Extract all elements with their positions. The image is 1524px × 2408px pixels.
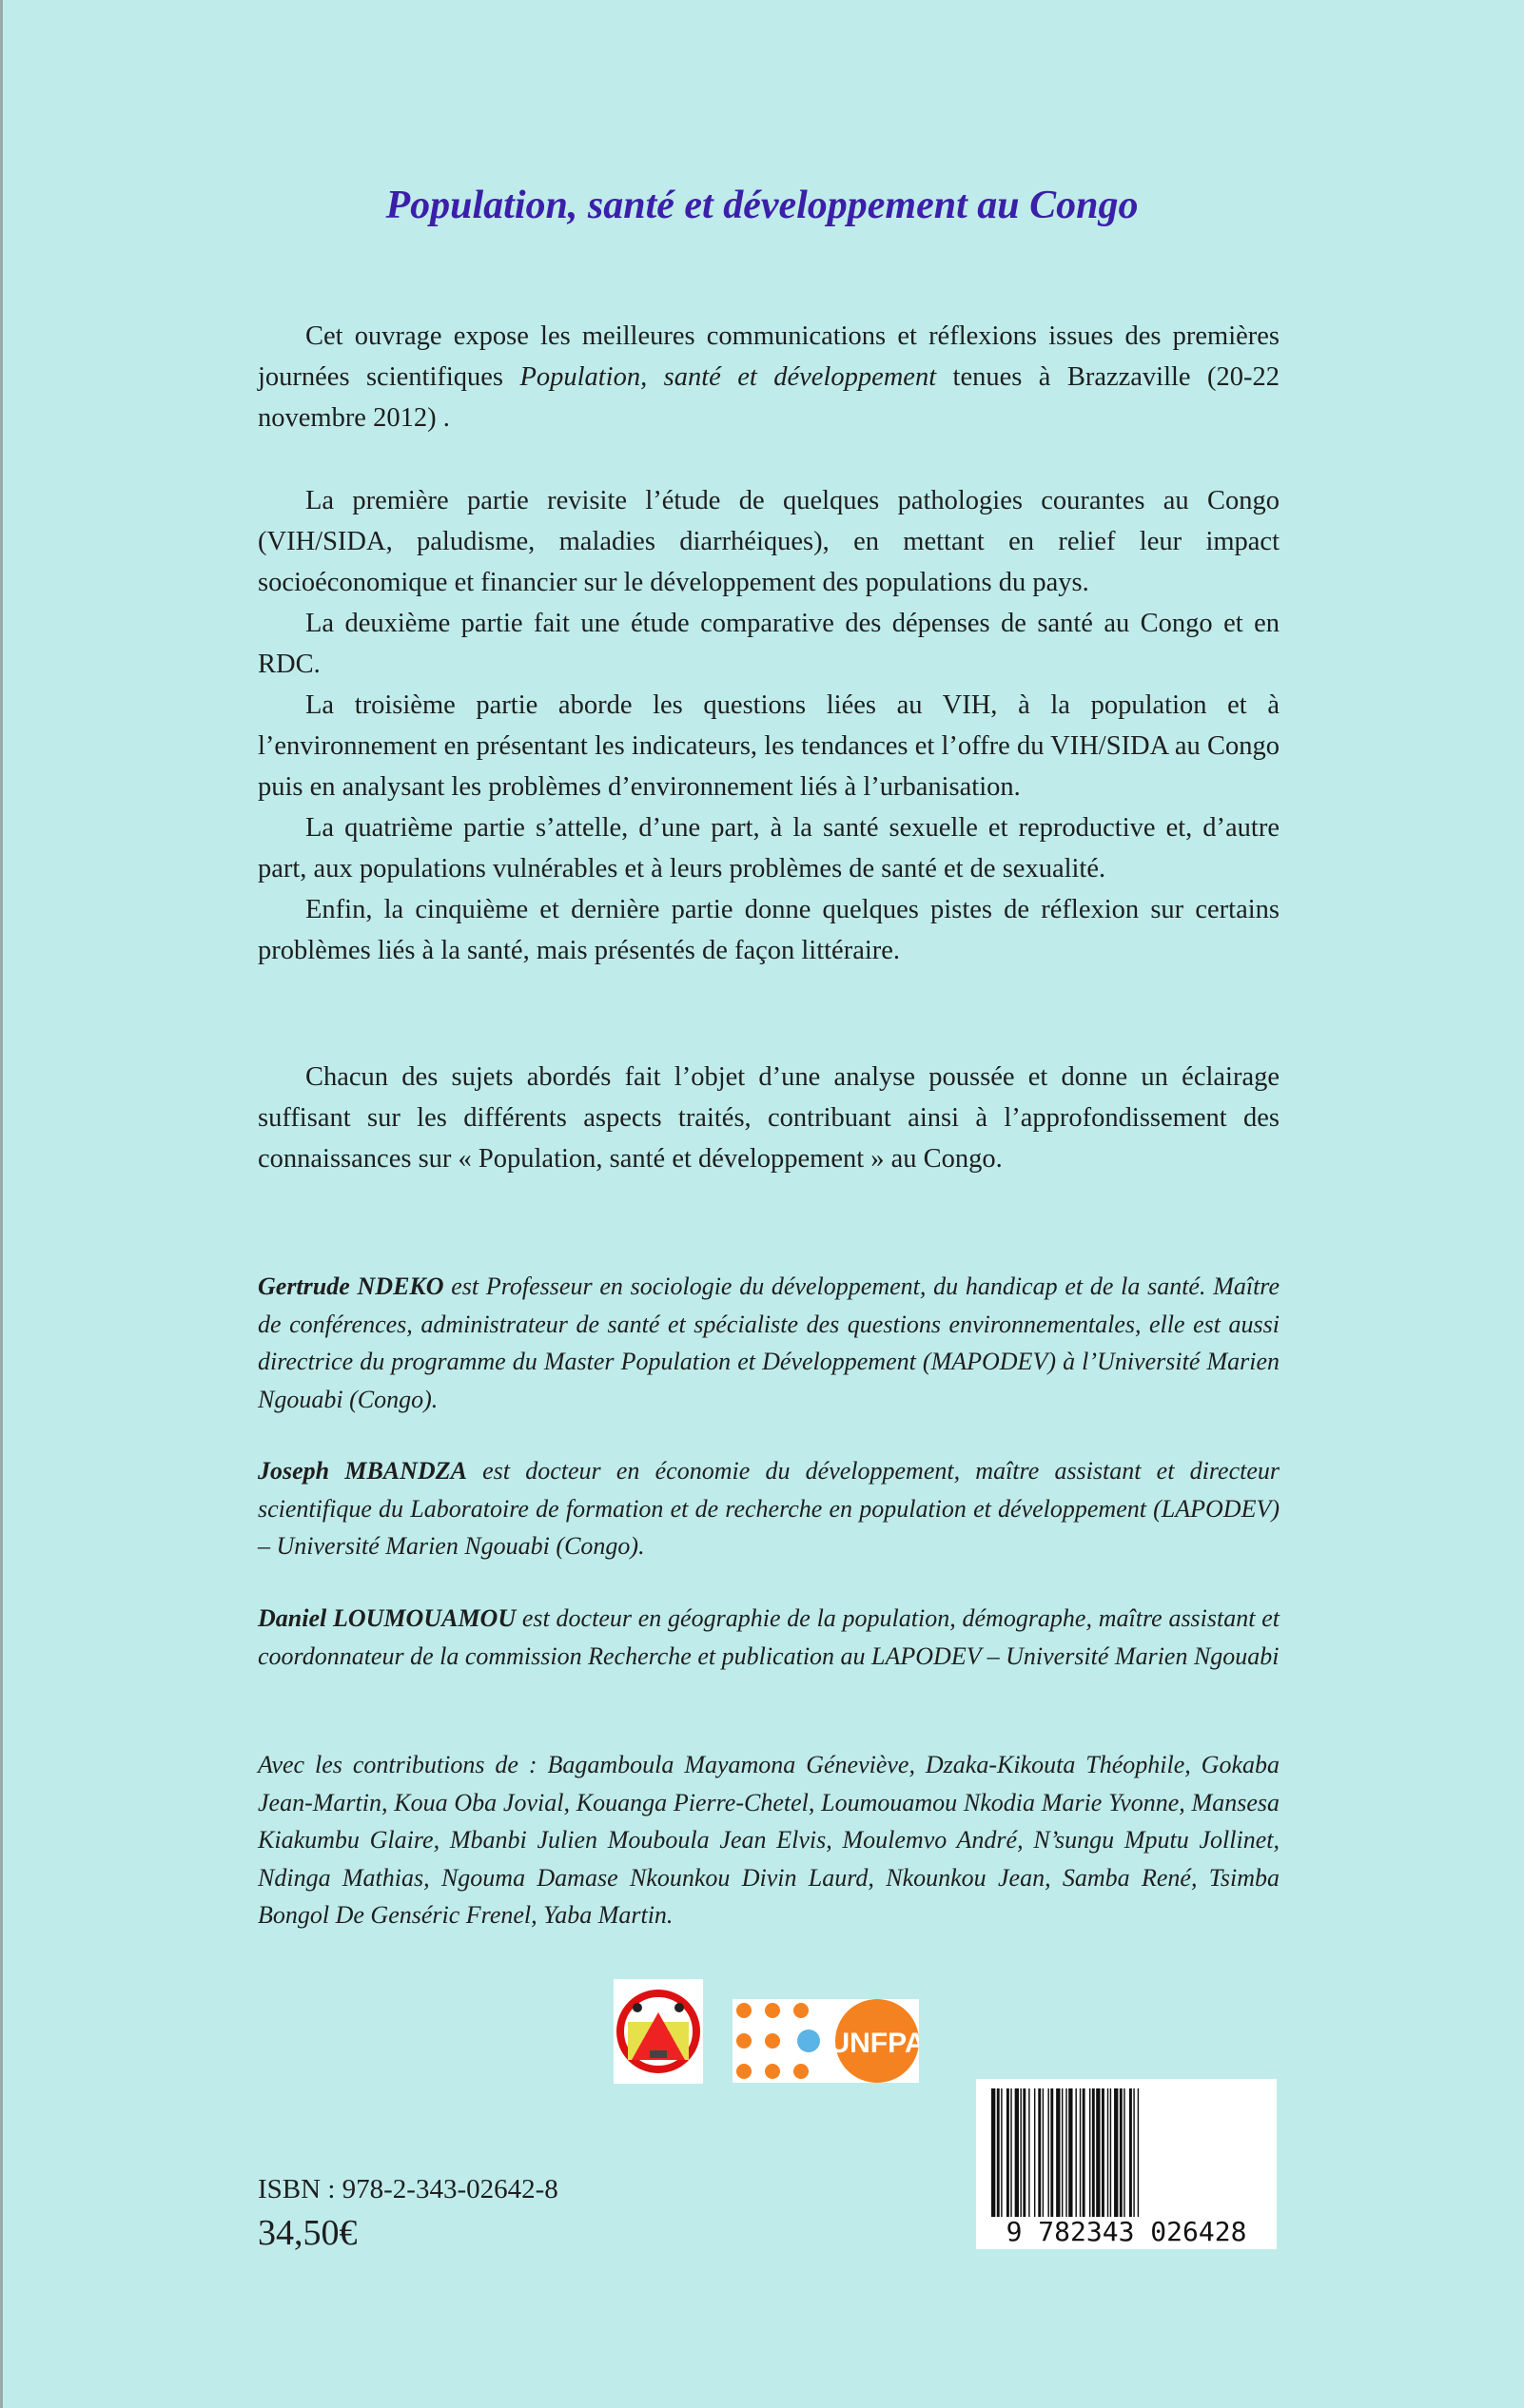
barcode [976, 2079, 1277, 2249]
author-name: Joseph MBANDZA [258, 1457, 467, 1485]
part-4: La quatrième partie s’attelle, d’une part, à la santé sexuelle et reproductive et, d’autre part, aux populations vulnérables et à leurs problèmes de santé et de sexualité. [258, 813, 1280, 884]
barcode-bar [1120, 2088, 1123, 2217]
barcode-digits: 9 782343 026428 [1006, 2216, 1247, 2247]
intro-text: Cet ouvrage expose les meilleures communications et réflexions issues des premières journées scientifiques [258, 321, 1280, 392]
isbn: ISBN : 978-2-343-02642-8 [258, 2174, 558, 2204]
author-description: est docteur en géographie de la population, démographe, maître assistant et coordonnateur de la commission Recherche et publication au LAPODEV – Université Marien Ngouabi [258, 1604, 1280, 1670]
university-seal-logo [614, 1979, 703, 2084]
author-bio [258, 1600, 1280, 1675]
barcode-bar [1015, 2088, 1019, 2217]
barcode-bar [1129, 2088, 1132, 2217]
barcode-bar [1123, 2088, 1124, 2217]
barcode-bar [1020, 2088, 1021, 2217]
barcode-bar [1047, 2088, 1048, 2217]
barcode-bar [1023, 2088, 1026, 2217]
barcode-bar [1034, 2088, 1035, 2217]
barcode-bar [1056, 2088, 1060, 2217]
barcode-bar [1043, 2088, 1044, 2217]
intro-text-end: tenues à Brazzaville (20-22 novembre 2012) . [258, 362, 1280, 433]
barcode-bar [1028, 2088, 1029, 2217]
part-3: La troisième partie aborde les questions liées au VIH, à la population et à l’environnement en présentant les indicateurs, les tendances et l’offre du VIH/SIDA au Congo puis en analysant les problèmes d’environnement liés à l’urbanisation. [258, 690, 1280, 802]
barcode-bar [1050, 2088, 1053, 2217]
barcode-bar [1006, 2088, 1009, 2217]
barcode-bar [1038, 2088, 1041, 2217]
intro-paragraph [258, 316, 1280, 438]
barcode-bar [1138, 2088, 1139, 2217]
barcode-bar [1068, 2088, 1072, 2217]
author-bio [258, 1268, 1280, 1418]
barcode-bar [1010, 2088, 1011, 2217]
barcode-bar [1075, 2088, 1076, 2217]
barcode-bar [1096, 2088, 1100, 2217]
conclusion-paragraph [258, 1057, 1280, 1179]
barcode-bar [991, 2088, 995, 2217]
barcode-bar [1114, 2088, 1118, 2217]
barcode-bar [1080, 2088, 1081, 2217]
barcode-bar [1102, 2088, 1104, 2217]
part-5: Enfin, la cinquième et dernière partie donne quelques pistes de réflexion sur certains problèmes liés à la santé, mais présentés de façon littéraire. [258, 895, 1280, 965]
author-description: est Professeur en sociologie du développement, du handicap et de la santé. Maître de conférences, administrateur de santé et spécialiste des questions environnementales, elle est aussi directrice du programme du Master Population et Développement (MAPODEV) à l’Université Marien Ngouabi (Congo). [258, 1272, 1280, 1413]
barcode-bar [1133, 2088, 1134, 2217]
barcode-bar [1083, 2088, 1085, 2217]
author-description: est docteur en économie du développement, maître assistant et directeur scientifique du Laboratoire de formation et de recherche en population et développement (LAPODEV) – Université Marien Ngouabi (Congo). [258, 1457, 1280, 1560]
barcode-bar [1092, 2088, 1095, 2217]
unfpa-wordmark: UNFPA [829, 2028, 919, 2059]
barcode-bar [997, 2088, 1000, 2217]
author-name: Gertrude NDEKO [258, 1272, 444, 1300]
barcode-bar [1062, 2088, 1063, 2217]
book-title: Population, santé et développement au Congo [385, 184, 1139, 227]
author-name: Daniel LOUMOUAMOU [258, 1604, 517, 1632]
barcode-bar [1065, 2088, 1066, 2217]
intro-italic: Population, santé et développement [519, 362, 937, 392]
price: 34,50€ [258, 2213, 358, 2253]
part-1: La première partie revisite l’étude de quelques pathologies courantes au Congo (VIH/SIDA, paludisme, maladies diarrhéiques), en mettant en relief leur impact socioéconomique et financier sur le développement des populations du pays. [258, 486, 1280, 597]
part-2: La deuxième partie fait une étude comparative des dépenses de santé au Congo et en RDC. [258, 609, 1280, 679]
conclusion-text: Chacun des sujets abordés fait l’objet d’une analyse poussée et donne un éclairage suffisant sur les différents aspects traités, contribuant ainsi à l’approfondissement des connaissances sur « Population, santé et développement » au Congo. [258, 1062, 1280, 1174]
author-bio [258, 1452, 1280, 1565]
barcode-bar [1089, 2088, 1090, 2217]
contributors-list: Avec les contributions de : Bagamboula Mayamona Géneviève, Dzaka-Kikouta Théophile, Gokaba Jean-Martin, Koua Oba Jovial, Kouanga Pierre-Chetel, Loumouamou Nkodia Marie Yvonne, Mansesa Kiakumbu Glaire, Mbanbi Julien Mouboula Jean Elvis, Moulemvo André, N’sungu Mputu Jollinet, Ndinga Mathias, Ngouma Damase Nkounkou Divin Laurd, Nkounkou Jean, Samba René, Tsimba Bongol De Genséric Frenel, Yaba Martin. [258, 1751, 1280, 1929]
barcode-bar [1107, 2088, 1108, 2217]
cover-edge [0, 0, 3, 2408]
unfpa-logo [733, 1999, 919, 2083]
barcode-bar [1001, 2088, 1002, 2217]
barcode-bar [1110, 2088, 1111, 2217]
parts-section [258, 480, 1280, 971]
